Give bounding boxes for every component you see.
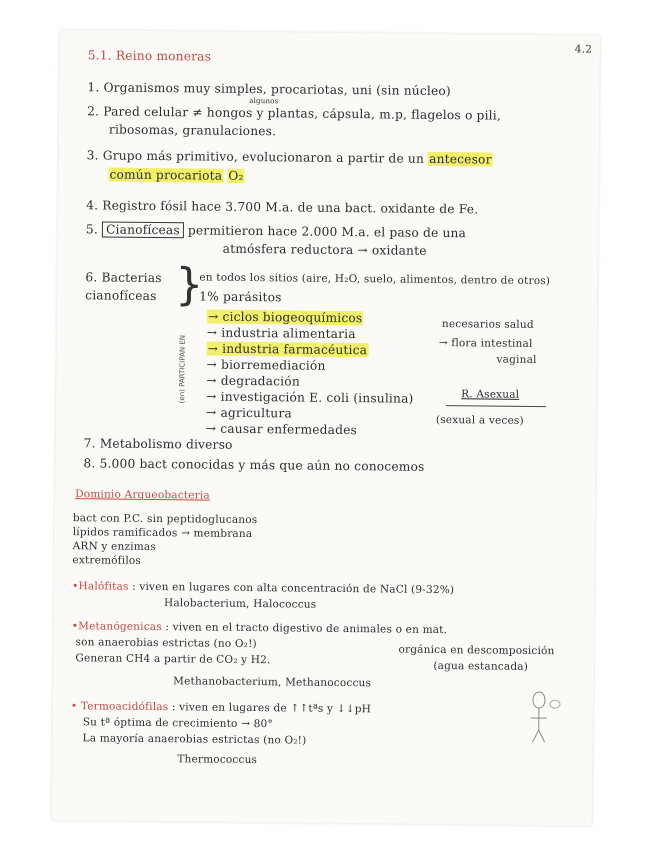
item-6-label: 6. Bacterias — [85, 270, 162, 286]
item-6-text-1: en todos los sitios (aire, H₂O, suelo, alimentos, dentro de otros) — [199, 271, 551, 288]
item-6-text-2: 1% parásitos — [199, 289, 282, 305]
cianoficeas-box: Cianofíceas — [102, 221, 184, 238]
group-metanogenicas: •Metanógenicas : viven en el tracto digestivo de animales o en mat. — [71, 620, 448, 637]
participan-item: → agricultura — [205, 405, 292, 421]
participan-item: → causar enfermedades — [205, 421, 358, 438]
item-2: 2. Pared celular ≠ hongos y plantas, cápsula, m.p, flagelos o pili, — [87, 104, 502, 123]
archaea-line: bact con P.C. sin peptidoglucanos — [72, 512, 258, 527]
group-termoacidofilas: • Termoacidófilas : viven en lugares de ↑↑tªs y ↓↓pH — [70, 700, 372, 716]
group-metanogenicas-line: orgánica en descomposición — [398, 643, 555, 658]
participan-item: → industria farmacéutica — [207, 341, 368, 358]
archaea-line: ARN y enzimas — [72, 540, 157, 554]
participan-item: → degradación — [206, 373, 300, 389]
group-termoacidofilas-line: La mayoría anaerobias estrictas (no O₂!) — [82, 732, 307, 747]
note-underline — [446, 405, 546, 407]
item-3: 3. Grupo más primitivo, evolucionaron a partir de un antecesor — [86, 148, 492, 167]
group-termoacidofilas-line: Su tª óptima de crecimiento → 80° — [82, 716, 273, 731]
brace-icon: } — [175, 259, 204, 311]
item-7: 7. Metabolismo diverso — [83, 436, 233, 452]
section-title: 5.1. Reino moneras — [87, 48, 212, 64]
note-flora-2: vaginal — [496, 353, 537, 367]
group-halofitas: •Halófitas : viven en lugares con alta concentración de NaCl (9-32%) — [72, 580, 455, 597]
group-metanogenicas-examples: Methanobacterium, Methanococcus — [173, 675, 372, 690]
item-8: 8. 5.000 bact conocidas y más que aún no conocemos — [83, 456, 425, 474]
note-flora: → flora intestinal — [438, 336, 533, 350]
participan-item: → investigación E. coli (insulina) — [206, 389, 414, 406]
group-termoacidofilas-examples: Thermococcus — [177, 753, 258, 767]
group-halofitas-examples: Halobacterium, Halococcus — [163, 597, 317, 611]
participan-item: → biorremediación — [206, 357, 326, 373]
item-5: 5. Cianofíceas permitieron hace 2.000 M.a. el paso de una — [85, 222, 467, 241]
note-reproduction-sub: (sexual a veces) — [435, 413, 524, 427]
participan-item: → industria alimentaria — [206, 325, 356, 342]
page-number: 4.2 — [574, 43, 593, 56]
item-2-cont: ribosomas, granulaciones. — [108, 122, 277, 139]
item-4: 4. Registro fósil hace 3.700 M.a. de una bact. oxidante de Fe. — [86, 198, 479, 217]
group-metanogenicas-line: (agua estancada) — [433, 659, 529, 673]
participan-item: → ciclos biogeoquímicos — [207, 309, 363, 326]
notebook-page — [52, 30, 600, 826]
archaea-line: extremófilos — [72, 554, 142, 567]
archaea-title: Dominio Arqueobacteria — [75, 488, 210, 502]
item-2-note: algunos — [249, 96, 279, 106]
item-3-cont: común procariota O₂ — [109, 167, 244, 183]
archaea-line: lípidos ramificados → membrana — [72, 526, 253, 541]
note-salud: necesarios salud — [441, 318, 534, 331]
note-reproduction: R. Asexual — [461, 388, 520, 401]
item-1: 1. Organismos muy simples, procariotas, uni (sin núcleo) — [87, 80, 451, 99]
group-metanogenicas-line: Generan CH4 a partir de CO₂ y H2. — [75, 652, 271, 667]
doodle-drawing — [524, 690, 565, 750]
group-metanogenicas-line: son anaerobias estrictas (no O₂!) — [75, 636, 257, 651]
item-6-label-2: cianofíceas — [85, 288, 157, 304]
item-5-cont: atmósfera reductora → oxidante — [222, 241, 427, 258]
participan-side-label: (en) PARTICIPAN EN — [178, 334, 187, 404]
